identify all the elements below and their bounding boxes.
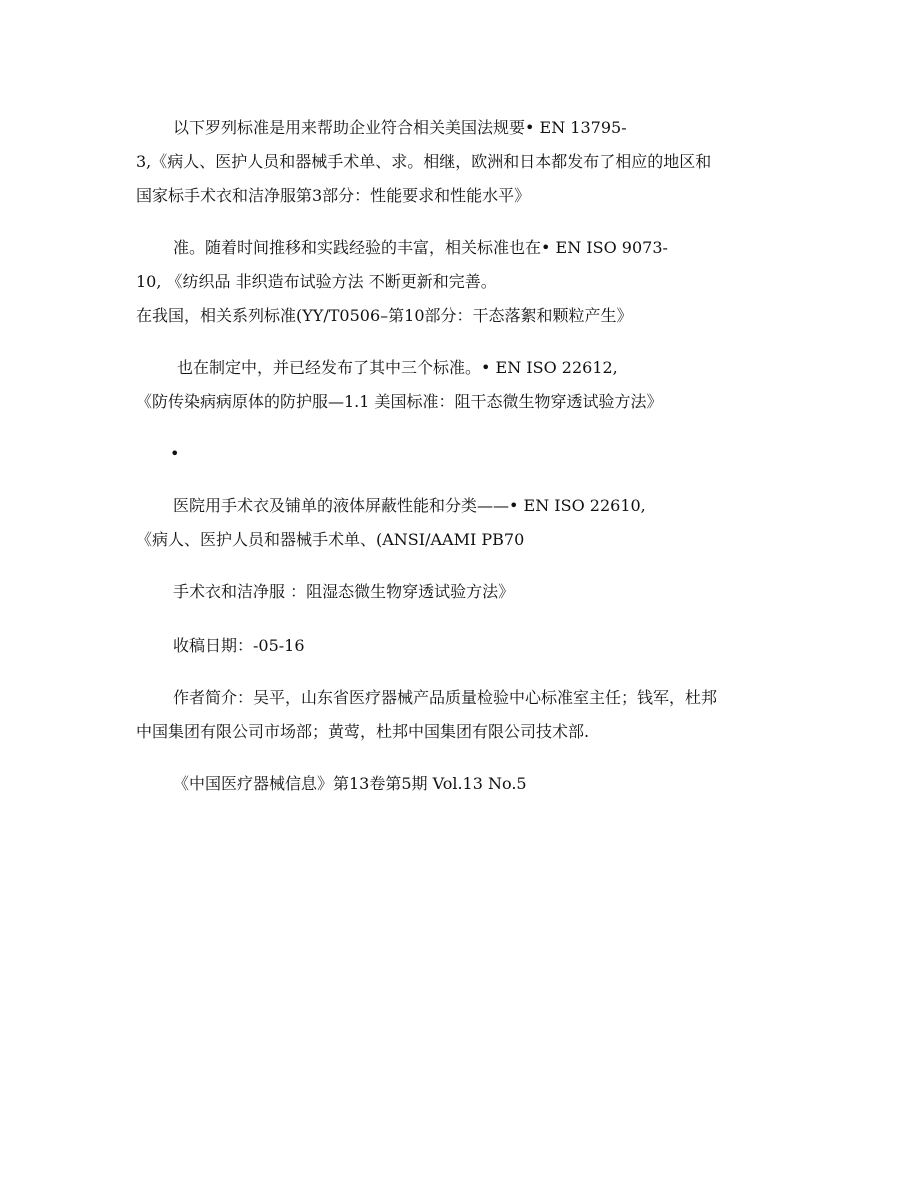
received-date: 收稿日期：-05-16 bbox=[173, 636, 305, 655]
journal-citation: 《中国医疗器械信息》第13卷第5期 Vol.13 No.5 bbox=[173, 774, 527, 793]
text-line: 准。随着时间推移和实践经验的丰富，相关标准也在• EN ISO 9073- bbox=[173, 238, 668, 257]
text-line: 《病人、医护人员和器械手术单、(ANSI/AAMI PB70 bbox=[136, 530, 525, 549]
text-line: 3,《病人、医护人员和器械手术单、求。相继，欧洲和日本都发布了相应的地区和 bbox=[136, 152, 712, 171]
bullet-mark: • bbox=[170, 444, 180, 463]
text-line: 《防传染病病原体的防护服—1.1 美国标准：阻干态微生物穿透试验方法》 bbox=[136, 392, 663, 411]
text-line: 也在制定中，并已经发布了其中三个标准。• EN ISO 22612, bbox=[177, 358, 618, 377]
text-line: 在我国，相关系列标准(YY/T0506–第10部分：干态落絮和颗粒产生》 bbox=[136, 306, 633, 325]
text-line: 国家标手术衣和洁净服第3部分：性能要求和性能水平》 bbox=[136, 186, 531, 205]
text-line: 作者简介：吴平，山东省医疗器械产品质量检验中心标准室主任；钱军，杜邦 bbox=[173, 688, 718, 707]
text-line: 中国集团有限公司市场部；黄莺，杜邦中国集团有限公司技术部. bbox=[136, 722, 590, 741]
text-line: 以下罗列标准是用来帮助企业符合相关美国法规要• EN 13795- bbox=[173, 118, 627, 137]
text-line: 10, 《纺织品 非织造布试验方法 不断更新和完善。 bbox=[136, 272, 497, 291]
text-line: 手术衣和洁净服 ：阻湿态微生物穿透试验方法》 bbox=[173, 582, 515, 601]
text-line: 医院用手术衣及铺单的液体屏蔽性能和分类——• EN ISO 22610, bbox=[173, 496, 646, 515]
